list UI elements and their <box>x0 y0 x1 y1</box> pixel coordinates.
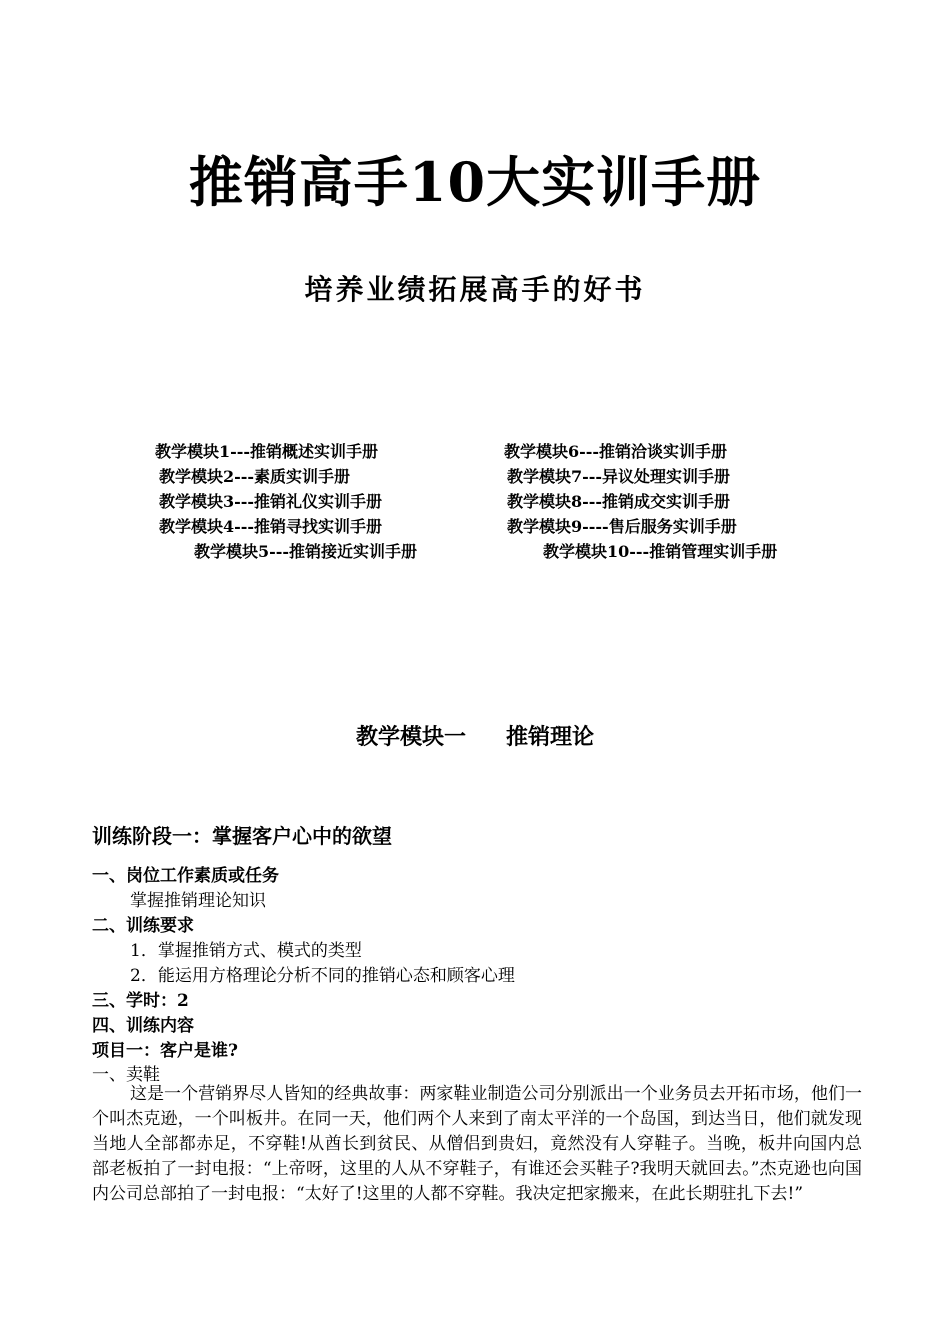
document-title: 推销高手10大实训手册 <box>188 150 762 214</box>
toc-item-module-1: 教学模块1---推销概述实训手册 <box>155 442 379 461</box>
section-2-title: 二、训练要求 <box>92 916 194 936</box>
toc-item-module-7: 教学模块7---异议处理实训手册 <box>507 467 731 486</box>
section-4-title: 四、训练内容 <box>92 1016 194 1036</box>
sub-section-title: 一、卖鞋 <box>92 1065 160 1085</box>
section-2-item-2: 2．能运用方格理论分析不同的推销心态和顾客心理 <box>130 966 515 986</box>
toc-item-module-8: 教学模块8---推销成交实训手册 <box>507 492 731 511</box>
toc-item-module-3: 教学模块3---推销礼仪实训手册 <box>159 492 383 511</box>
story-paragraph-container <box>92 1082 862 1207</box>
stage-title: 训练阶段一：掌握客户心中的欲望 <box>92 824 392 848</box>
toc-item-module-10: 教学模块10---推销管理实训手册 <box>543 542 778 561</box>
module-heading <box>0 720 950 751</box>
toc-item-module-6: 教学模块6---推销洽谈实训手册 <box>504 442 728 461</box>
module-name: 教学模块一 <box>355 724 466 750</box>
toc-item-module-4: 教学模块4---推销寻找实训手册 <box>159 517 383 536</box>
section-2-item-1: 1．掌握推销方式、模式的类型 <box>130 941 362 961</box>
toc-item-module-5: 教学模块5---推销接近实训手册 <box>194 542 418 561</box>
section-1-body: 掌握推销理论知识 <box>130 891 266 911</box>
toc-item-module-9: 教学模块9----售后服务实训手册 <box>507 517 737 536</box>
project-title: 项目一：客户是谁? <box>92 1041 238 1061</box>
toc-item-module-2: 教学模块2---素质实训手册 <box>159 467 351 486</box>
document-subtitle: 培养业绩拓展高手的好书 <box>304 273 646 306</box>
story-paragraph: 这是一个营销界尽人皆知的经典故事：两家鞋业制造公司分别派出一个业务员去开拓市场，他们一个叫杰克逊，一个叫板井。在同一天，他们两个人来到了南太平洋的一个岛国，到达当日，他们就发现当地人全部都赤足，不穿鞋!从酋长到贫民、从僧侣到贵妇，竟然没有人穿鞋子。当晚，板井向国内总部老板拍了一封电报：“上帝呀，这里的人从不穿鞋子，有谁还会买鞋子?我明天就回去。”杰克逊也向国内公司总部拍了一封电报：“太好了!这里的人都不穿鞋。我决定把家搬来，在此长期驻扎下去!” <box>92 1084 862 1204</box>
section-3-title: 三、学时：2 <box>92 991 189 1011</box>
section-1-title: 一、岗位工作素质或任务 <box>92 866 279 886</box>
module-topic: 推销理论 <box>506 724 595 750</box>
